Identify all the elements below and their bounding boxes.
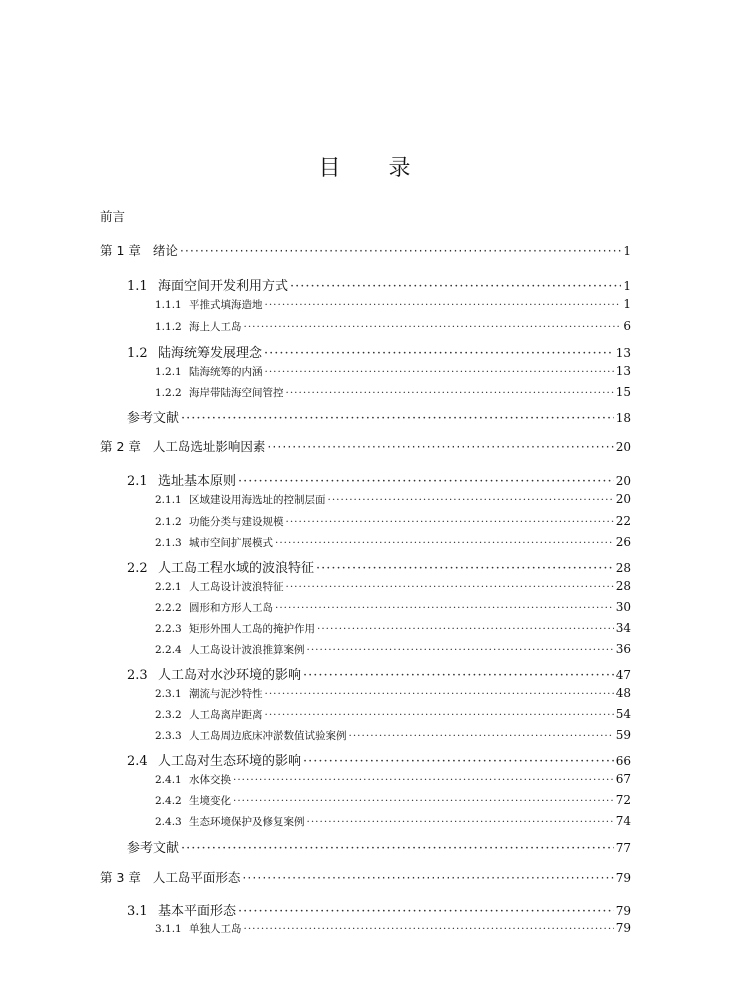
toc-entry-label: [155, 772, 231, 787]
toc-entry-page: 79: [615, 871, 631, 885]
toc-leader-dots: [265, 709, 614, 721]
toc-entry-title: 参考文献: [127, 411, 180, 426]
toc-entry-page: 20: [615, 492, 631, 506]
toc-entry-title: 陆海统筹的内涵: [189, 366, 263, 378]
toc-entry-page: 20: [615, 474, 631, 488]
toc-leader-dots: [265, 366, 614, 378]
title-char-1: 目: [318, 156, 341, 181]
toc-leader-dots: [286, 516, 614, 528]
toc-entry-title: 人工岛周边底床冲淤数值试验案例: [189, 730, 347, 742]
toc-entry-page: 1: [623, 297, 631, 311]
toc-entry-label: [127, 342, 262, 361]
toc-entry-label: [155, 319, 242, 334]
toc-entry-page: 34: [615, 621, 631, 635]
toc-entry-page: 15: [615, 385, 631, 399]
toc-entry-title: 区域建设用海选址的控制层面: [189, 494, 326, 506]
toc-entry-label: [127, 664, 301, 683]
toc-leader-dots: [233, 795, 614, 807]
toc-entry-page: 13: [615, 346, 631, 360]
toc-entry-page: 1: [623, 279, 631, 293]
toc-entry-page: 18: [615, 411, 631, 425]
toc-entry-page: 48: [615, 686, 631, 700]
toc-entry-sub[interactable]: [100, 921, 631, 936]
toc-entry-label: [155, 707, 263, 722]
toc-entry-label: [155, 535, 273, 550]
toc-entry-number: 2.1.3: [155, 537, 182, 549]
toc-entry-title: 海面空间开发利用方式: [158, 279, 289, 294]
toc-entry-number: 2.1.1: [155, 494, 182, 506]
toc-entry-title: 参考文献: [127, 841, 180, 856]
toc-entry-title: 选址基本原则: [158, 474, 237, 489]
toc-entry-title: 人工岛选址影响因素: [152, 439, 266, 454]
toc-leader-dots: [275, 537, 614, 549]
toc-entry-page: 20: [615, 440, 631, 454]
toc-entry-label: [155, 514, 284, 529]
toc-entry-page: 28: [615, 561, 631, 575]
toc-entry-number: 1.1: [127, 279, 148, 294]
toc-entry-title: 生态环境保护及修复案例: [189, 816, 305, 828]
toc-entry-title: 人工岛离岸距离: [189, 709, 263, 721]
toc-entry-number: 2.3.2: [155, 709, 182, 721]
toc-entry-ref[interactable]: [100, 407, 631, 426]
toc-leader-dots: [349, 730, 614, 742]
toc-entry-number: 3.1: [127, 904, 148, 919]
page-title: [0, 151, 729, 182]
toc-entry-label: [155, 686, 263, 701]
toc-entry-number: 2.2.2: [155, 602, 182, 614]
toc-entry-title: 城市空间扩展模式: [189, 537, 273, 549]
toc-entry-sec[interactable]: [100, 342, 631, 361]
toc-entry-title: 人工岛对水沙环境的影响: [158, 668, 302, 683]
toc-entry-sub[interactable]: [100, 772, 631, 787]
toc-entry-page: 30: [615, 600, 631, 614]
toc-entry-title: 人工岛设计波浪推算案例: [189, 644, 305, 656]
toc-entry-page: 26: [615, 535, 631, 549]
toc-entry-number: 2.2.1: [155, 581, 182, 593]
toc-entry-sec[interactable]: [100, 557, 631, 576]
toc-leader-dots: [316, 561, 614, 576]
toc-entry-title: 人工岛工程水域的波浪特征: [158, 561, 315, 576]
toc-leader-dots: [238, 904, 614, 919]
toc-entry-label: [155, 814, 305, 829]
toc-entry-label: [155, 728, 347, 743]
toc-leader-dots: [317, 623, 614, 635]
toc-entry-number: 第 1 章: [100, 243, 141, 258]
toc-entry-page: 79: [615, 904, 631, 918]
toc-entry-page: 59: [615, 728, 631, 742]
toc-entry-title: 矩形外围人工岛的掩护作用: [189, 623, 315, 635]
toc-leader-dots: [181, 411, 614, 426]
toc-entry-label: [127, 900, 236, 919]
toc-leader-dots: [307, 816, 614, 828]
toc-entry-sub[interactable]: [100, 297, 631, 312]
toc-entry-page: 67: [615, 772, 631, 786]
toc-leader-dots: [290, 279, 621, 294]
toc-entry-page: 36: [615, 642, 631, 656]
toc-entry-label: [100, 241, 178, 259]
toc-leader-dots: [307, 644, 614, 656]
toc-entry-number: 2.3: [127, 668, 148, 683]
toc-entry-page: 72: [615, 793, 631, 807]
toc-entry-number: 2.4.1: [155, 774, 182, 786]
toc-entry-number: 2.4: [127, 754, 148, 769]
toc-leader-dots: [244, 321, 622, 333]
toc-entry-number: 2.1.2: [155, 516, 182, 528]
toc-entry-sub[interactable]: [100, 514, 631, 529]
toc-entry-sec[interactable]: [100, 470, 631, 489]
toc-entry-title: 海上人工岛: [189, 321, 242, 333]
toc-leader-dots: [264, 346, 614, 361]
toc-entry-title: 潮流与泥沙特性: [189, 688, 263, 700]
toc-entry-number: 2.2: [127, 561, 148, 576]
toc-entry-page: 1: [623, 244, 631, 258]
toc-entry-title: 生境变化: [189, 795, 231, 807]
toc-entry-number: 1.2.1: [155, 366, 182, 378]
toc-entry-label: [127, 407, 179, 426]
toc-entry-page: 77: [615, 841, 631, 855]
toc-entry-sub[interactable]: [100, 814, 631, 829]
toc-leader-dots: [286, 387, 614, 399]
toc-entry-number: 2.4.3: [155, 816, 182, 828]
toc-entry-label: [155, 385, 284, 400]
toc-entry-label: [127, 470, 236, 489]
toc-leader-dots: [265, 688, 614, 700]
toc-entry-label: [155, 793, 231, 808]
toc-entry-title: 陆海统筹发展理念: [158, 346, 263, 361]
toc-leader-dots: [180, 243, 621, 258]
toc-entry-number: 2.3.3: [155, 730, 182, 742]
toc-entry-chap[interactable]: [100, 868, 631, 886]
toc-entry-page: 79: [615, 921, 631, 935]
toc-entry-label: [155, 600, 273, 615]
toc-leader-dots: [267, 439, 613, 454]
toc-entry-sub[interactable]: [100, 364, 631, 379]
toc-entry-sub[interactable]: [100, 579, 631, 594]
toc-entry-label: [155, 492, 326, 507]
toc-entry-sub[interactable]: [100, 728, 631, 743]
toc-entry-page: 13: [615, 364, 631, 378]
toc-leader-dots: [286, 581, 614, 593]
toc-entry-page: 74: [615, 814, 631, 828]
toc-entry-title: 圆形和方形人工岛: [189, 602, 273, 614]
toc-entry-number: 1.1.1: [155, 299, 182, 311]
toc-entry-title: 单独人工岛: [189, 923, 242, 935]
toc-entry-title: 人工岛平面形态: [152, 870, 241, 885]
toc-entry-sub[interactable]: [100, 492, 631, 507]
toc-entry-label: [155, 364, 263, 379]
toc-entry-label: [127, 750, 301, 769]
toc-entry-label: [155, 579, 284, 594]
toc-entry-sub[interactable]: [100, 319, 631, 334]
toc-entry-title: 功能分类与建设规模: [189, 516, 284, 528]
toc-entry-sec[interactable]: [100, 900, 631, 919]
toc-entry-sec[interactable]: [100, 275, 631, 294]
toc-entry-sub[interactable]: [100, 600, 631, 615]
toc-entry-sub[interactable]: [100, 535, 631, 550]
toc-leader-dots: [303, 754, 614, 769]
toc-entry-number: 2.3.1: [155, 688, 182, 700]
toc-entry-number: 3.1.1: [155, 923, 182, 935]
toc-entry-label: [155, 297, 263, 312]
toc-entry-chap[interactable]: [100, 241, 631, 259]
toc-entry-label: [155, 642, 305, 657]
toc-entry-title: 绪论: [152, 243, 178, 258]
toc-entry-title: 基本平面形态: [158, 904, 237, 919]
toc-entry-label: [100, 868, 240, 886]
toc-entry-page: 66: [615, 754, 631, 768]
toc-leader-dots: [181, 841, 614, 856]
toc-entry-number: 2.2.4: [155, 644, 182, 656]
toc-entry-sub[interactable]: [100, 385, 631, 400]
toc-entry-sub[interactable]: [100, 707, 631, 722]
toc-entry-sub[interactable]: [100, 686, 631, 701]
title-char-2: 录: [388, 156, 411, 181]
toc-entry-number: 1.1.2: [155, 321, 182, 333]
toc-entry-number: 1.2.2: [155, 387, 182, 399]
toc-entry-sec[interactable]: [100, 750, 631, 769]
toc-leader-dots: [303, 668, 614, 683]
toc-entry-page: 54: [615, 707, 631, 721]
toc-preface[interactable]: 前言: [100, 209, 126, 224]
toc-entry-label: [127, 275, 288, 294]
toc-entry-number: 1.2: [127, 346, 148, 361]
toc-entry-title: 平推式填海造地: [189, 299, 263, 311]
toc-entry-ref[interactable]: [100, 837, 631, 856]
toc-entry-title: 水体交换: [189, 774, 231, 786]
toc-entry-number: 第 3 章: [100, 870, 141, 885]
toc-entry-label: [155, 621, 315, 636]
toc-entry-sub[interactable]: [100, 642, 631, 657]
toc-entry-number: 2.1: [127, 474, 148, 489]
toc-leader-dots: [238, 474, 614, 489]
toc-entry-label: [127, 837, 179, 856]
toc-entry-sub[interactable]: [100, 793, 631, 808]
toc-entry-page: 6: [623, 319, 631, 333]
toc-leader-dots: [265, 299, 622, 311]
toc-entry-page: 22: [615, 514, 631, 528]
toc-entry-number: 2.4.2: [155, 795, 182, 807]
toc-entry-page: 28: [615, 579, 631, 593]
toc-entry-label: [155, 921, 242, 936]
toc-entry-title: 人工岛设计波浪特征: [189, 581, 284, 593]
toc-entry-title: 人工岛对生态环境的影响: [158, 754, 302, 769]
toc-leader-dots: [233, 774, 614, 786]
toc-entry-sub[interactable]: [100, 621, 631, 636]
toc-entry-title: 海岸带陆海空间管控: [189, 387, 284, 399]
toc-entry-page: 47: [615, 668, 631, 682]
toc-entry-label: [127, 557, 314, 576]
toc-leader-dots: [242, 870, 613, 885]
toc-entry-chap[interactable]: [100, 437, 631, 455]
toc-entry-number: 第 2 章: [100, 439, 141, 454]
toc-leader-dots: [328, 494, 614, 506]
toc-entry-number: 2.2.3: [155, 623, 182, 635]
toc-leader-dots: [275, 602, 614, 614]
toc-entry-sec[interactable]: [100, 664, 631, 683]
toc-entry-label: [100, 437, 265, 455]
toc-leader-dots: [244, 923, 614, 935]
